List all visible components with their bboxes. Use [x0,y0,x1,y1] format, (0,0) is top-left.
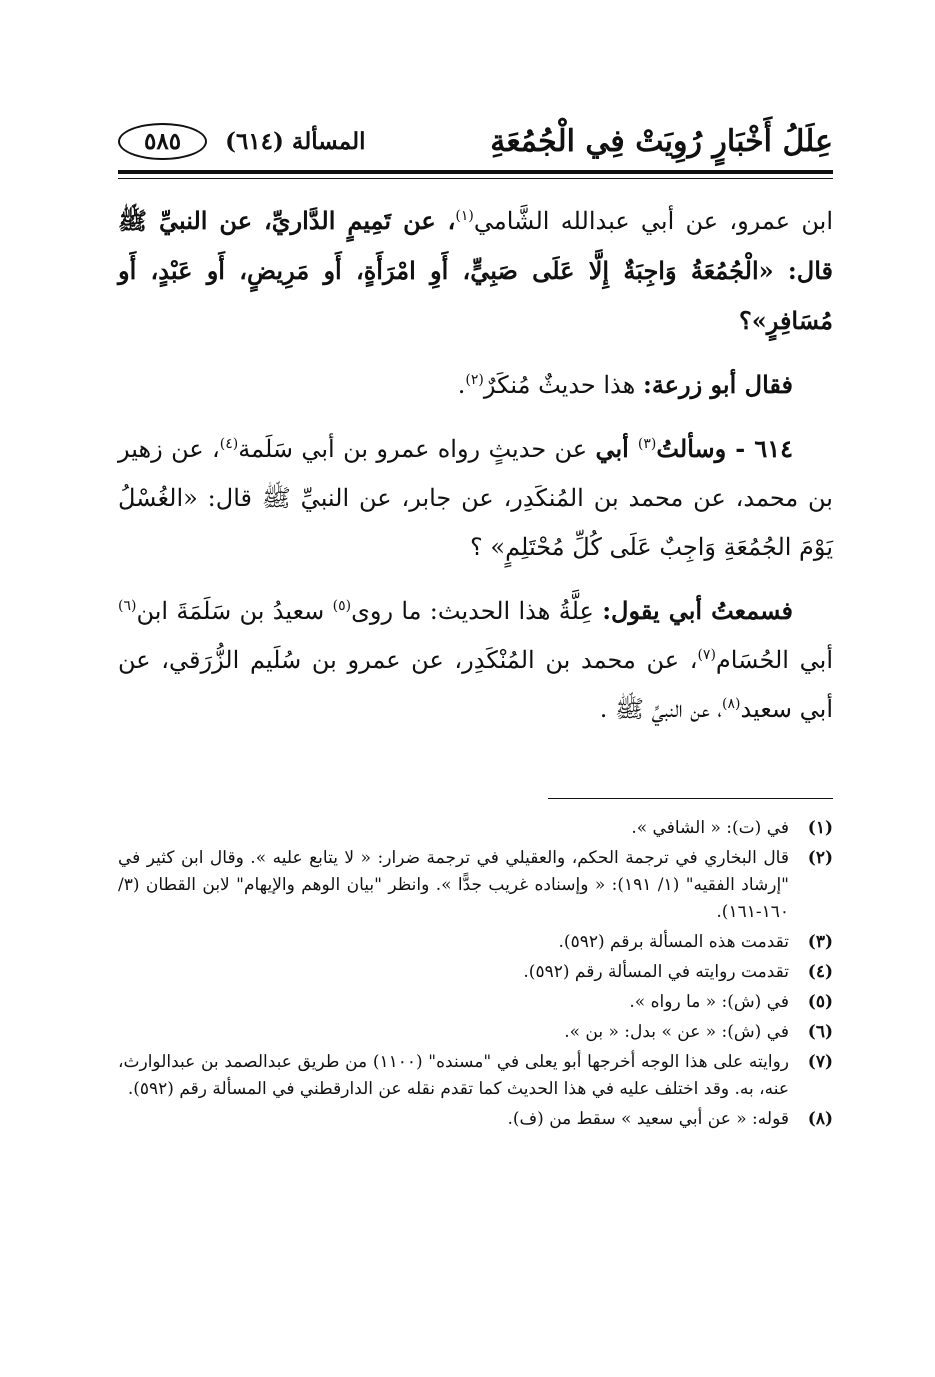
issue-number: ٦١٤ - وسألتُ [656,434,794,463]
issue-label: المسألة (٦١٤) [225,127,366,155]
footnote-6: (٦) في (ش): « عن » بدل: « بن ». [564,1022,833,1042]
header-rule-thick [118,170,833,174]
paragraph-3: ٦١٤ - وسألتُ$^{(٣)}$ أبي عن حديثٍ رواه عمرو بن أبي سَلَمة$^{(٤)}$، عن زهير بن محمد، عن محمد بن المُنكَدِر، عن جابر، عن النبيِّ ﷺ قال: «الغُسْلُ يَوْمَ الجُمُعَةِ وَاجِبٌ عَلَى كُلِّ مُحْتَلِمٍ» ؟ [118,434,833,561]
footnotes [118,815,833,1136]
main-text [118,196,833,748]
footnote-5: (٥) في (ش): « ما رواه ». [629,992,833,1012]
footnote-separator [548,798,833,799]
footnote-ref-4: (٤) [219,436,239,452]
footnote-7: (٧) روايته على هذا الوجه أخرجها أبو يعلى في "مسنده" (١١٠٠) من طريق عبدالصمد بن عبدالوارث، عنه، به. وقد اختلف عليه في هذا الحديث كما تقدم نقله عن الدارقطني في المسألة رقم (٥٩٢). [118,1052,833,1099]
footnote-8: (٨) قوله: « عن أبي سعيد » سقط من (ف). [507,1109,833,1129]
header-rule-thin [118,178,833,179]
header-meta [118,123,365,160]
footnote-ref-5: (٥) [332,598,352,614]
footnote-1: (١) في (ت): « الشافي ». [631,818,833,838]
page-header [118,118,833,164]
footnote-ref-6: (٦) [118,598,137,614]
footnote-ref-8: (٨) [722,696,741,712]
footnote-ref-2: (٢) [465,372,484,388]
footnote-ref-7: (٧) [697,647,716,663]
footnote-4: (٤) تقدمت روايته في المسألة رقم (٥٩٢). [523,962,833,982]
book-title: عِلَلُ أَخْبَارٍ رُوِيَتْ فِي الْجُمُعَةِ [490,123,833,159]
page-number: ٥٨٥ [118,123,207,160]
footnote-ref-3: (٣) [637,436,657,452]
paragraph-1: ابن عمرو، عن أبي عبدالله الشَّامي$^{(١)}$، عن تَمِيمٍ الدَّاريِّ، عن النبيِّ ﷺ قال: «الْجُمُعَةُ وَاجِبَةٌ إِلَّا عَلَى صَبِيٍّ، أَوِ امْرَأَةٍ، أَو مَرِيضٍ، أَو عَبْدٍ، أَو مُسَافِرٍ»؟ [118,206,833,335]
footnote-ref-1: (١) [455,208,474,224]
footnote-2: (٢) قال البخاري في ترجمة الحكم، والعقيلي في ترجمة ضرار: « لا يتابع عليه ». وقال ابن كثير في "إرشاد الفقيه" (١/ ١٩١): « وإسناده غريب جدًّا ». وانظر "بيان الوهم والإيهام" لابن القطان (٣/ ١٦٠-١٦١). [118,848,833,922]
paragraph-2: فقال أبو زرعة: هذا حديثٌ مُنكَرٌ$^{(٢)}$. [457,370,793,399]
footnote-3: (٣) تقدمت هذه المسألة برقم (٥٩٢). [558,932,833,952]
paragraph-4: فسمعتُ أبي يقول: عِلَّةُ هذا الحديث: ما روى$^{(٥)}$ سعيدُ بن سَلَمَةَ ابن$^{(٦)}$ أبي الحُسَام$^{(٧)}$، عن محمد بن المُنْكَدِر، عن عمرو بن سُلَيم الزُّرَقي، عن أبي سعيد$^{(٨)}$، عن النبيِّ ﷺ . [118,596,833,723]
